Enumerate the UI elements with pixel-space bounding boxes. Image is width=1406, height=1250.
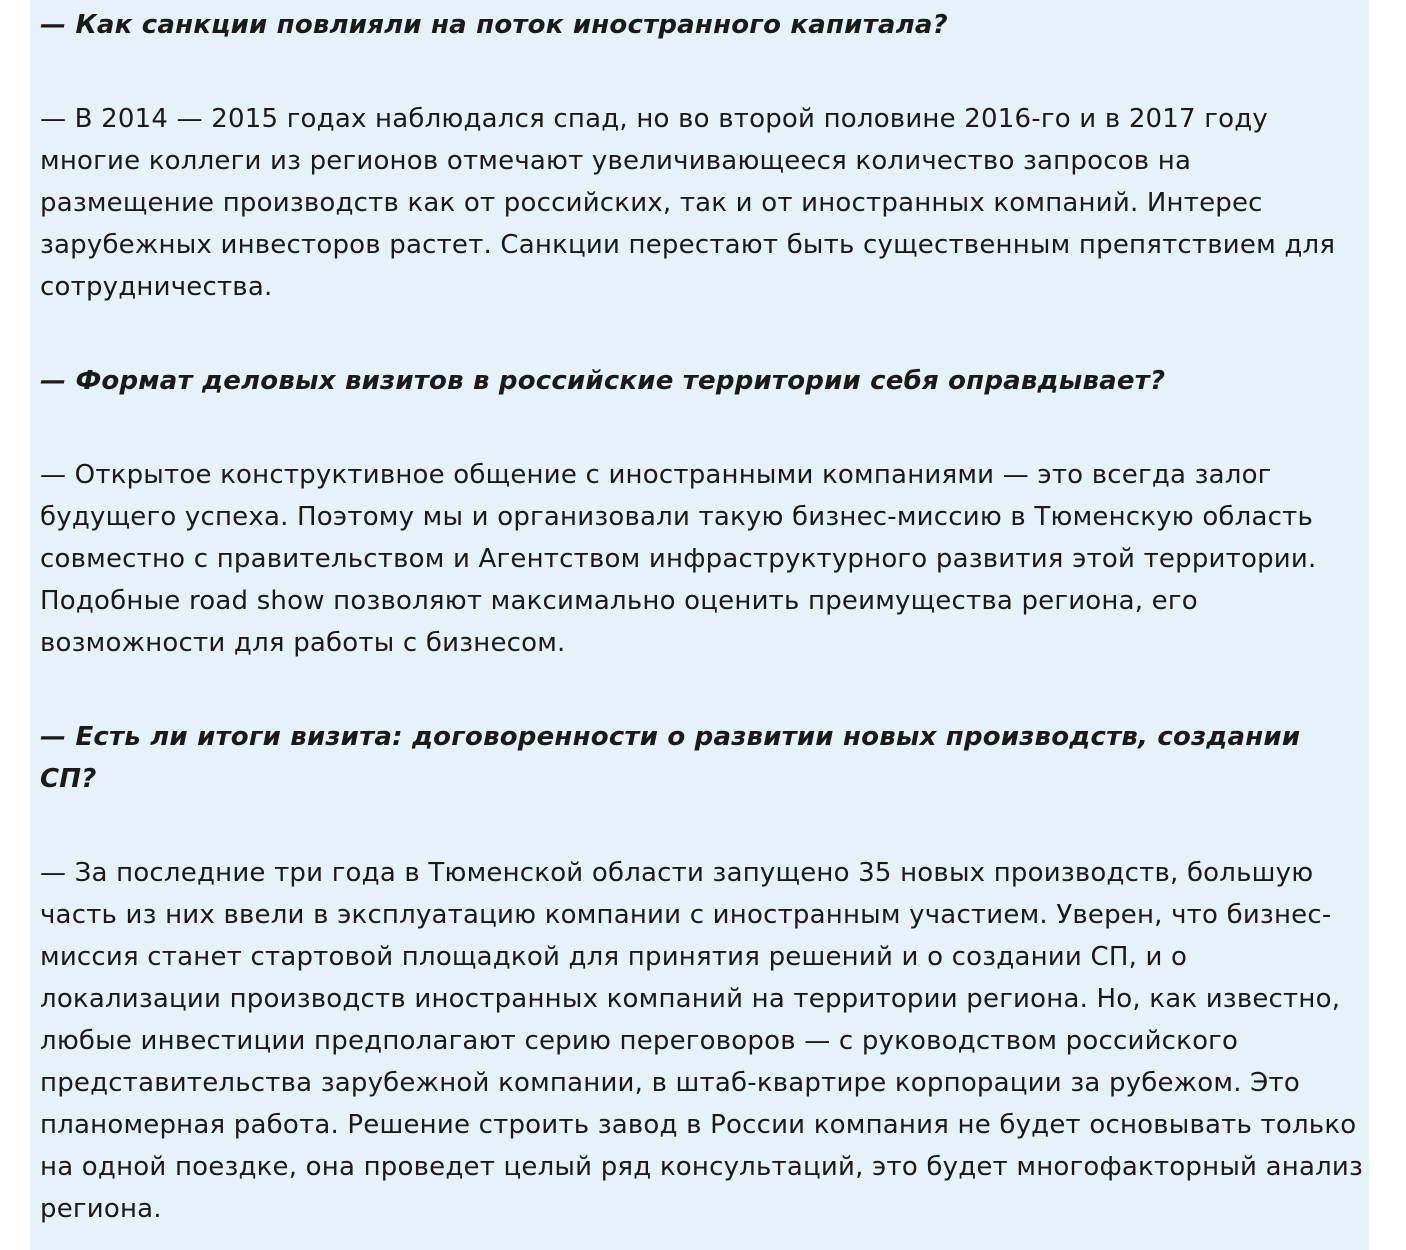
answer-sanctions-capital: — В 2014 — 2015 годах наблюдался спад, но во второй половине 2016-го и в 2017 году многие коллеги из регионов отмечают увеличивающееся количество запросов на размещение производств как от российских, так и от иностранных компаний. Интерес зарубежных инвесторов растет. Санкции перестают быть существенным препятствием для сотрудничества.: [40, 104, 1336, 302]
answer-business-visits: — Открытое конструктивное общение с иностранными компаниями — это всегда залог будущего успеха. Поэтому мы и организовали такую бизнес-миссию в Тюменскую область совместно с правительством и Агентством инфраструктурного развития этой территории. Подобные road show позволяют максимально оценить преимущества региона, его возможности для работы с бизнесом.: [40, 460, 1317, 658]
answer-visit-results: — За последние три года в Тюменской области запущено 35 новых производств, большую часть из них ввели в эксплуатацию компании с иностранным участием. Уверен, что бизнес-миссия станет стартовой площадкой для принятия решений и о создании СП, и о локализации производств иностранных компаний на территории региона. Но, как известно, любые инвестиции предполагают серию переговоров — с руководством российского представительства зарубежной компании, в штаб-квартире корпорации за рубежом. Это планомерная работа. Решение строить завод в России компания не будет основывать только на одной поездке, она проведет целый ряд консультаций, это будет многофакторный анализ региона.: [40, 858, 1364, 1224]
question-visit-results: — Есть ли итоги визита: договоренности о развитии новых производств, создании СП?: [40, 722, 1301, 794]
question-business-visits: — Формат деловых визитов в российские территории себя оправдывает?: [40, 366, 1166, 396]
interview-article: [40, 0, 1365, 1230]
question-sanctions-capital: — Как санкции повлияли на поток иностранного капитала?: [40, 10, 948, 40]
